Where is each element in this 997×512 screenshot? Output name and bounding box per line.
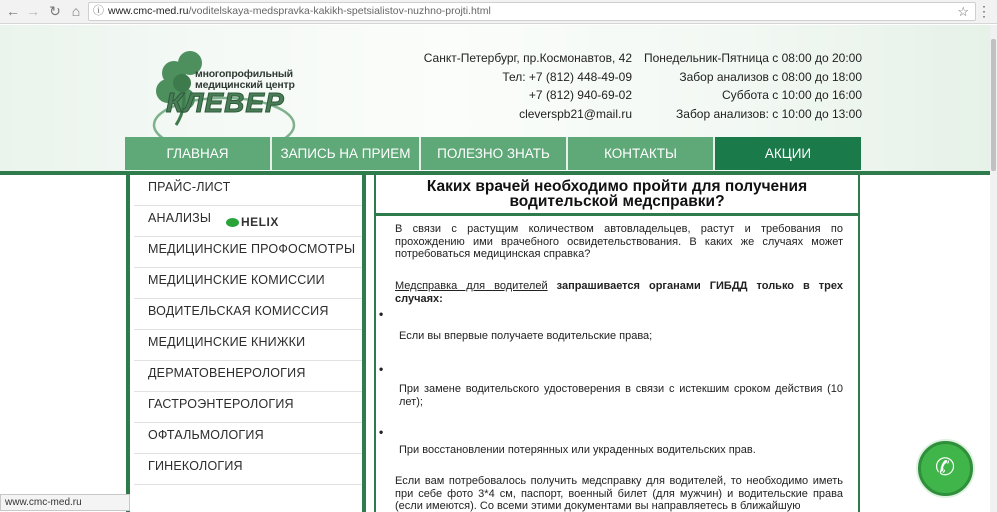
contact-block: [400, 49, 632, 123]
title-divider: [376, 213, 858, 216]
sidebar-item-price[interactable]: ПРАЙС-ЛИСТ: [134, 175, 362, 206]
scroll-thumb[interactable]: [991, 39, 996, 171]
lead-paragraph: Медсправка для водителей запрашивается органами ГИБДД только в трех случаях:: [395, 280, 843, 305]
lead-link[interactable]: Медсправка для водителей: [395, 280, 548, 292]
sidebar-menu: [126, 175, 366, 512]
browser-toolbar: [0, 0, 997, 24]
intro-paragraph: В связи с растущим количеством автовладельцев, растут и требования по прохождению ими врачебного освидетельствования. В каких же случаях может потребоваться медицинская справка?: [395, 223, 843, 260]
back-icon[interactable]: ←: [6, 3, 20, 19]
sidebar-item-med-books[interactable]: МЕДИЦИНСКИЕ КНИЖКИ: [134, 330, 362, 361]
sidebar-item-gynecology[interactable]: ГИНЕКОЛОГИЯ: [134, 454, 362, 485]
forward-icon[interactable]: →: [26, 3, 40, 19]
phone-2[interactable]: +7 (812) 940-69-02: [528, 88, 632, 102]
browser-menu-icon[interactable]: ⋮: [977, 3, 991, 19]
phone-icon: ✆: [935, 454, 956, 481]
address-bar[interactable]: [88, 2, 976, 21]
hours-weekdays: Понедельник-Пятница с 08:00 до 20:00: [643, 51, 862, 65]
sidebar-item-ophthalmology[interactable]: ОФТАЛЬМОЛОГИЯ: [134, 423, 362, 454]
case-2: При замене водительского удостоверения в связи с истекшим сроком действия (10 лет);: [399, 383, 843, 408]
helix-logo: HELIX: [226, 210, 279, 234]
logo-title[interactable]: КЛЕВЕР: [166, 87, 285, 118]
call-button[interactable]: [918, 441, 973, 496]
hours-saturday: Суббота с 10:00 до 16:00: [721, 88, 862, 102]
helix-icon: [226, 218, 239, 227]
url-text[interactable]: www.cmc-med.ru/voditelskaya-medspravka-kakikh-spetsialistov-nuzhno-projti.html: [108, 5, 491, 17]
home-icon[interactable]: ⌂: [71, 3, 81, 19]
sidebar-border: [362, 175, 366, 512]
email[interactable]: cleverspb21@mail.ru: [519, 106, 632, 121]
hours-tests-saturday: Забор анализов: с 10:00 до 13:00: [676, 106, 862, 121]
nav-promotions[interactable]: АКЦИИ: [715, 137, 861, 170]
case-3: При восстановлении потерянных или украденных водительских прав.: [399, 444, 756, 456]
sidebar-item-driver-commission[interactable]: ВОДИТЕЛЬСКАЯ КОМИССИЯ: [134, 299, 362, 330]
case-1: Если вы впервые получаете водительские права;: [399, 330, 653, 342]
hours-tests-weekdays: Забор анализов с 08:00 до 18:00: [679, 69, 862, 84]
hours-block: [640, 49, 862, 123]
logo-subtitle: многопрофильный медицинский центр: [195, 68, 295, 91]
sidebar-item-dermatology[interactable]: ДЕРМАТОВЕНЕРОЛОГИЯ: [134, 361, 362, 392]
reload-icon[interactable]: ↻: [49, 3, 61, 19]
info-icon[interactable]: ⓘ: [93, 5, 104, 17]
sidebar-item-tests[interactable]: АНАЛИЗЫ HELIX: [134, 206, 362, 237]
outro-paragraph: Если вам потребовалось получить медсправку для водителей, то необходимо иметь при себе фото 3*4 см, паспорт, военный билет (для мужчин) и водительские права (если имеются). Со всеми этими документами вы направляетесь в ближайшую: [395, 475, 843, 512]
nav-appointment[interactable]: ЗАПИСЬ НА ПРИЕМ: [272, 137, 421, 170]
nav-home[interactable]: ГЛАВНАЯ: [125, 137, 272, 170]
status-bar: www.cmc-med.ru: [0, 494, 130, 511]
sidebar-item-commissions[interactable]: МЕДИЦИНСКИЕ КОМИССИИ: [134, 268, 362, 299]
article: Каких врачей необходимо пройти для получения водительской медсправки? В связи с растущим количеством автовладельцев, растут и требования по прохождению ими врачебного освидетельствования. В каких же случаях может потребоваться медицинская справка? Медсправка для водителей запрашивается органами ГИБДД только в трех случаях: • Если вы впервые получаете водительские права; • При замене водительского удостоверения в связи с истекшим сроком действия (10 лет); • При восстановлении потерянных или украденных водительских прав. Если вам потребовалось получить медсправку для водителей, то необходимо иметь при себе фото 3*4 см, паспорт, военный билет (для мужчин) и водительские права (если имеются). Со всеми этими документами вы направляетесь в ближайшую: [374, 175, 860, 512]
bookmark-star-icon[interactable]: ☆: [957, 4, 969, 19]
page-scrollbar[interactable]: [990, 25, 997, 512]
nav-useful[interactable]: ПОЛЕЗНО ЗНАТЬ: [421, 137, 568, 170]
address: Санкт-Петербург, пр.Космонавтов, 42: [423, 51, 632, 65]
article-title: Каких врачей необходимо пройти для получения водительской медсправки?: [426, 178, 808, 210]
sidebar-item-gastro[interactable]: ГАСТРОЭНТЕРОЛОГИЯ: [134, 392, 362, 423]
sidebar-item-checkups[interactable]: МЕДИЦИНСКИЕ ПРОФОСМОТРЫ: [134, 237, 362, 268]
phone-1[interactable]: Тел: +7 (812) 448-49-09: [502, 69, 632, 84]
main-nav: [125, 137, 861, 170]
nav-contacts[interactable]: КОНТАКТЫ: [568, 137, 715, 170]
